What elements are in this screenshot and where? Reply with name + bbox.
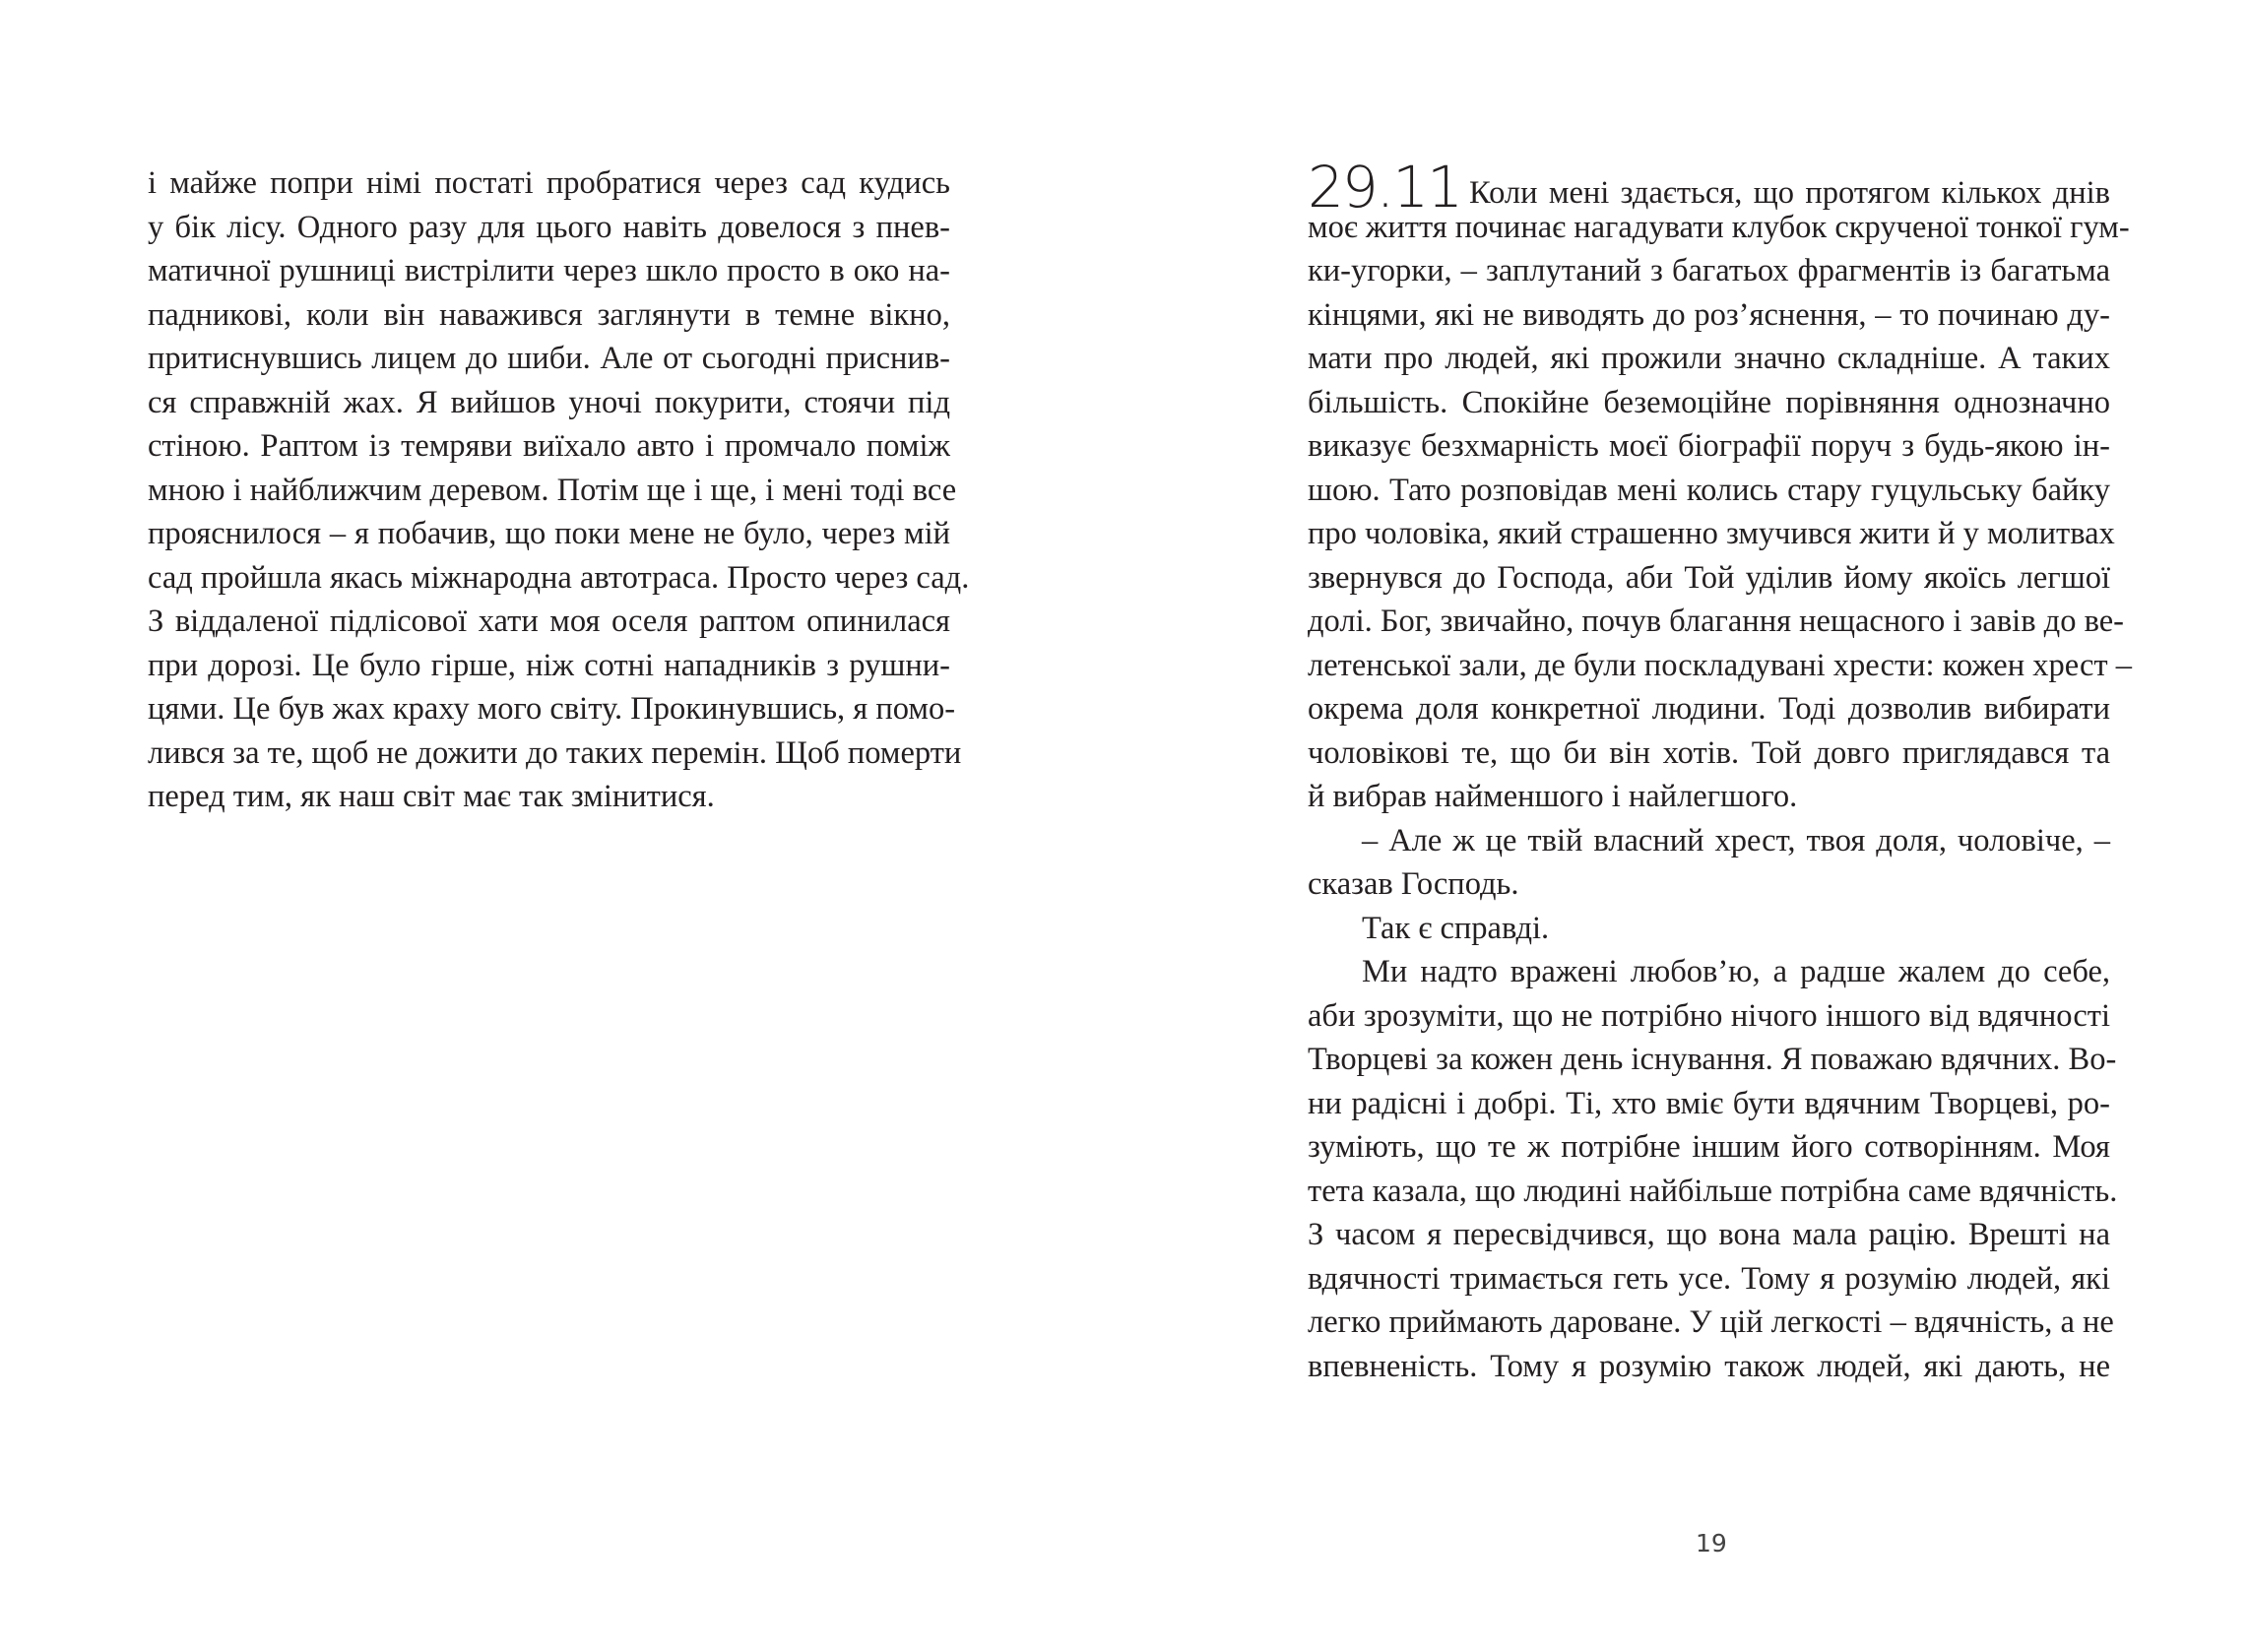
text-line: прояснилося – я побачив, що поки мене не було, через мій (148, 516, 950, 551)
text-line: зуміють, що те ж потрібне іншим його сотворінням. Моя (1308, 1129, 2110, 1165)
text-line: ки-угорки, – заплутаний з багатьох фрагментів із багатьма (1308, 253, 2110, 288)
text-line: – Але ж це твій власний хрест, твоя доля, чоловіче, – (1362, 822, 2110, 858)
entry-first-line-text: Коли мені здається, що протягом кількох днів (1469, 175, 2110, 211)
text-line: вдячності тримається геть усе. Тому я розумію людей, які (1308, 1260, 2110, 1297)
text-line: лився за те, щоб не дожити до таких перемін. Щоб померти (148, 734, 962, 771)
text-line: при дорозі. Це було гірше, ніж сотні нападників з рушни- (148, 647, 950, 683)
page-number: 19 (1696, 1529, 1727, 1557)
text-line: З віддаленої підлісової хати моя оселя раптом опинилася (148, 604, 950, 639)
text-line: притиснувшись лицем до шиби. Але от сьогодні приснив- (148, 341, 950, 376)
text-line: більшість. Спокійне беземоційне порівняння однозначно (1308, 384, 2110, 420)
text-line: мною і найближчим деревом. Потім ще і ще, і мені тоді все (148, 472, 957, 508)
text-line: звернувся до Господа, аби Той уділив йому якоїсь легшої (1308, 559, 2110, 596)
text-line: і майже попри німі постаті пробратися через сад кудись (148, 165, 950, 201)
text-line: падникові, коли він наважився заглянути в темне вікно, (148, 296, 950, 333)
right-page (1124, 0, 2249, 1652)
text-line: ся справжній жах. Я вийшов уночі покурити, стоячи під (148, 384, 950, 420)
text-line: окрема доля конкретної людини. Тоді дозволив вибирати (1308, 691, 2110, 727)
left-page (0, 0, 1124, 1652)
text-line: стіною. Раптом із темряви виїхало авто і промчало поміж (148, 428, 950, 464)
text-line: про чоловіка, який страшенно змучився жити й у молитвах (1308, 516, 2115, 551)
entry-first-line (1308, 154, 2110, 221)
right-page-text (1308, 154, 2132, 1388)
text-line: аби зрозуміти, що не потрібно нічого іншого від вдячності (1308, 997, 2110, 1034)
text-line: Так є справді. (1362, 910, 1550, 946)
text-line: З часом я пересвідчився, що вона мала рацію. Врешті на (1308, 1217, 2110, 1252)
left-page-text (148, 161, 970, 819)
text-line: й вибрав найменшого і найлегшого. (1308, 779, 1798, 814)
text-line: кінцями, які не виводять до роз’яснення, – то починаю ду- (1308, 296, 2110, 333)
text-line: у бік лісу. Одного разу для цього навіть довелося з пнев- (148, 209, 950, 245)
entry-date: 29.11 (1308, 154, 1462, 221)
text-line: Творцеві за кожен день існування. Я поважаю вдячних. Во- (1308, 1042, 2117, 1077)
text-line: тета казала, що людині найбільше потрібна саме вдячність. (1308, 1173, 2118, 1209)
text-line: долі. Бог, звичайно, почув благання нещасного і завів до ве- (1308, 604, 2124, 639)
text-line: перед тим, як наш світ має так змінитися. (148, 779, 715, 814)
text-line: моє життя починає нагадувати клубок скрученої тонкої гум- (1308, 209, 2130, 245)
text-line: мати про людей, які прожили значно складніше. А таких (1308, 341, 2110, 376)
text-line: летенської зали, де були поскладувані хрести: кожен хрест – (1308, 647, 2132, 683)
text-line: чоловікові те, що би він хотів. Той довго приглядався та (1308, 734, 2110, 771)
text-line: легко приймають дароване. У цій легкості – вдячність, а не (1308, 1304, 2114, 1340)
text-line: виказує безхмарність моєї біографії поруч з будь-якою ін- (1308, 428, 2110, 464)
text-line: сказав Господь. (1308, 866, 1519, 902)
text-line: ни радісні і добрі. Ті, хто вміє бути вдячним Творцеві, ро- (1308, 1085, 2110, 1121)
text-line: сад пройшла якась міжнародна автотраса. Просто через сад. (148, 559, 970, 596)
text-line: матичної рушниці вистрілити через шкло просто в око на- (148, 253, 950, 288)
text-line: цями. Це був жах краху мого світу. Прокинувшись, я помо- (148, 691, 956, 727)
text-line: Ми надто вражені любов’ю, а радше жалем до себе, (1362, 954, 2110, 989)
text-line: шою. Тато розповідав мені колись стару гуцульську байку (1308, 472, 2110, 508)
text-line: впевненість. Тому я розумію також людей, які дають, не (1308, 1348, 2110, 1384)
